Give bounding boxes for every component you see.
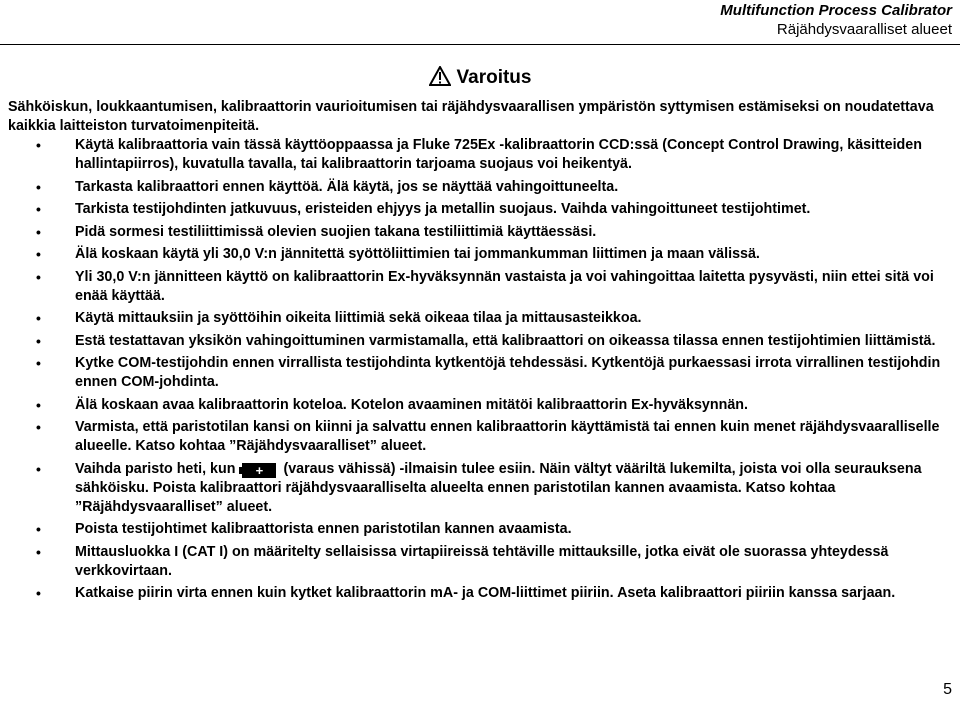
- section-title: Räjähdysvaaralliset alueet: [776, 21, 952, 38]
- bullet: •: [36, 332, 41, 349]
- bullet: •: [36, 246, 41, 262]
- bullet: •: [36, 585, 41, 601]
- list-item-text: Estä testattavan yksikön vahingoittuminen varmistamalla, että kalibraattori on oikeassa tilassa ennen testijohtimien liittämistä.: [75, 332, 936, 349]
- list-item-text: Varmista, että paristotilan kansi on kiinni ja salvattu ennen kalibraattorin käyttämistä tai ennen kuin menet räjähdysvaaralliselle alueelle. Katso kohtaa ”Räjähdysvaaralliset” alueet.: [75, 419, 940, 454]
- list-item: [0, 178, 948, 197]
- list-item: [0, 223, 948, 242]
- list-item-text: Katkaise piirin virta ennen kuin kytket kalibraattorin mA- ja COM-liittimet piiriin. Aseta kalibraattori piiriin kanssa sarjaan.: [75, 585, 896, 601]
- list-item-text: Älä koskaan avaa kalibraattorin koteloa. Kotelon avaaminen mitätöi kalibraattorin Ex-hyväksynnän.: [75, 396, 748, 413]
- list-item-text: Tarkista testijohdinten jatkuvuus, eristeiden ehjyys ja metallin suojaus. Vaihda vahingoittuneet testijohtimet.: [75, 201, 811, 217]
- list-item: [0, 543, 948, 581]
- list-item-text: Kytke COM-testijohdin ennen virrallista testijohdinta kytkentöjä tehdessäsi. Kytkentöjä purkaessasi irrota virrallinen testijohdin ennen COM-johdinta.: [75, 355, 941, 390]
- list-item: [0, 245, 948, 264]
- list-item: [0, 200, 948, 219]
- bullet: •: [36, 137, 41, 153]
- document-title: Multifunction Process Calibrator: [720, 2, 952, 19]
- list-item: [0, 460, 948, 517]
- list-item-text: Yli 30,0 V:n jännitteen käyttö on kalibraattorin Ex-hyväksynnän vastaista ja voi vahingoittaa laitetta pysyvästi, niin ettei sitä voi enää käyttää.: [75, 268, 934, 304]
- warning-list: [0, 136, 948, 607]
- list-item: [0, 136, 948, 174]
- list-item: [0, 309, 948, 328]
- bullet: •: [36, 178, 41, 195]
- list-item: [0, 396, 948, 415]
- battery-low-icon: +: [242, 463, 276, 478]
- header-divider: [0, 44, 960, 45]
- list-item-text: Tarkasta kalibraattori ennen käyttöä. Älä käytä, jos se näyttää vahingoittuneelta.: [75, 178, 619, 195]
- list-item-text: Älä koskaan käytä yli 30,0 V:n jännitettä syöttöliittimien tai jommankumman liittimen ja maan välissä.: [75, 246, 760, 262]
- list-item: [0, 520, 948, 539]
- bullet: •: [36, 460, 41, 477]
- list-item-text-before: Vaihda paristo heti, kun: [75, 460, 236, 477]
- list-item-text: Käytä mittauksiin ja syöttöihin oikeita liittimiä sekä oikeaa tilaa ja mittausasteikkoa.: [75, 310, 642, 326]
- bullet: •: [36, 521, 41, 537]
- list-item: [0, 354, 948, 392]
- bullet: •: [36, 268, 41, 285]
- bullet: •: [36, 355, 41, 371]
- list-item-text: Poista testijohtimet kalibraattorista ennen paristotilan kannen avaamista.: [75, 521, 572, 537]
- warning-intro: Sähköiskun, loukkaantumisen, kalibraattorin vaurioitumisen tai räjähdysvaarallisen ympäristön syttymisen estämiseksi on noudatettava kaikkia laitteiston turvatoimenpiteitä.: [8, 99, 934, 134]
- page-number: 5: [943, 681, 952, 698]
- list-item-text: Mittausluokka I (CAT I) on määritelty sellaisissa virtapiireissä tehtäville mittauksille, jotka eivät ole suorassa yhteydessä verkkovirtaan.: [75, 543, 889, 579]
- list-item: [0, 332, 948, 351]
- warning-triangle-icon: [429, 66, 451, 86]
- list-item-text: Pidä sormesi testiliittimissä olevien suojien takana testiliittimiä käyttäessäsi.: [75, 223, 597, 240]
- bullet: •: [36, 201, 41, 217]
- bullet: •: [36, 396, 41, 413]
- page-header: [720, 2, 952, 39]
- list-item: [0, 268, 948, 306]
- list-item: [0, 584, 948, 603]
- bullet: •: [36, 543, 41, 560]
- bullet: •: [36, 223, 41, 240]
- bullet: •: [36, 310, 41, 326]
- warning-heading-text: Varoitus: [456, 67, 532, 88]
- bullet: •: [36, 419, 41, 435]
- list-item-text: Käytä kalibraattoria vain tässä käyttöoppaassa ja Fluke 725Ex -kalibraattorin CCD:ssä (Concept Control Drawing, käsitteiden hallintapiirros), kuvatulla tavalla, tai kalibraattorin tarjoama suojaus voi heikentyä.: [75, 137, 922, 172]
- list-item: [0, 418, 948, 456]
- warning-heading: [0, 66, 960, 90]
- list-item-text-after: (varaus vähissä) -ilmaisin tulee esiin. Näin vältyt vääriltä lukemilta, joista voi olla seurauksena sähköisku. Poista kalibraattori räjähdysvaaralliselta alueelta ennen paristotilan kannen avaamista. Katso kohtaa ”Räjähdysvaaralliset” alueet.: [75, 460, 922, 515]
